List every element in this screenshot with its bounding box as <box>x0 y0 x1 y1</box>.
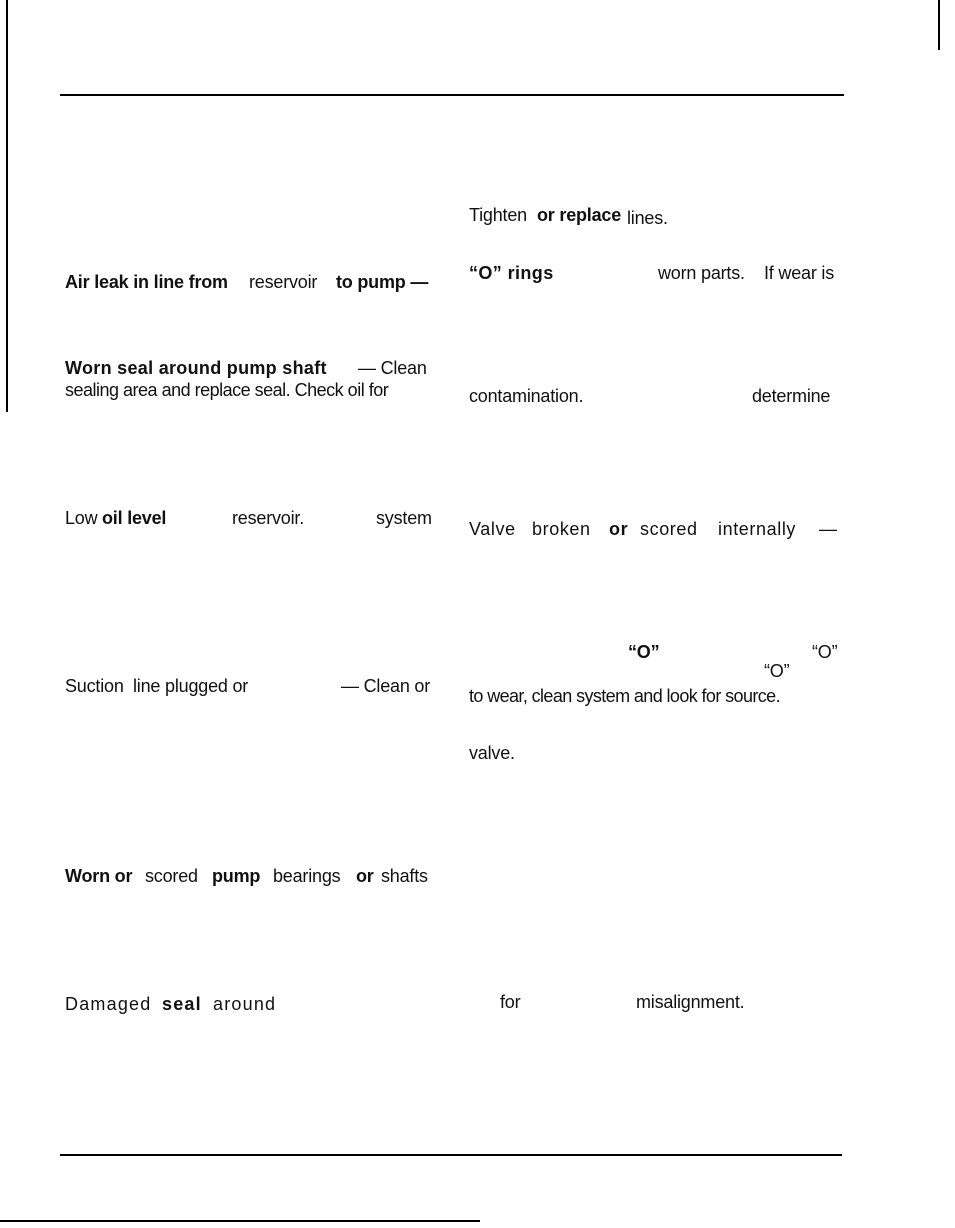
left-margin-bar <box>6 0 8 412</box>
damaged-seal-damaged-text: Damaged <box>65 994 152 1014</box>
valve-broken-broken-text: broken <box>532 519 591 539</box>
misalignment-for-text: for <box>500 992 521 1012</box>
suction-clean-text: — Clean or <box>341 676 431 696</box>
o-rings-if-wear-text: If wear is <box>764 263 835 283</box>
header-rule <box>60 94 844 96</box>
air-leak-to-pump-text: to pump — <box>336 272 429 292</box>
valve-broken-scored-text: scored <box>640 519 698 539</box>
low-oil-low-text: Low <box>65 508 98 528</box>
low-oil-system-text: system <box>376 508 432 528</box>
o-mark-2-text: “O” <box>812 642 838 662</box>
tighten-word-text: Tighten <box>469 205 527 225</box>
damaged-seal-around-text: around <box>213 994 277 1014</box>
suction-line-plugged-text: line plugged or <box>133 676 249 696</box>
low-oil-reservoir-text: reservoir. <box>232 508 305 528</box>
footer-rule <box>60 1154 842 1156</box>
valve-broken-internally-text: internally <box>718 519 797 539</box>
contamination-text: contamination. <box>469 386 584 406</box>
right-margin-bar <box>938 0 940 50</box>
tighten-or-replace-text: or replace <box>537 205 622 225</box>
worn-bearings-pump-text: pump <box>212 866 261 886</box>
worn-bearings-worn-or-text: Worn or <box>65 866 133 886</box>
worn-seal-line2-text: sealing area and replace seal. Check oil for <box>65 380 389 400</box>
valve-broken-valve-text: Valve <box>469 519 516 539</box>
tighten-lines-text: lines. <box>627 208 668 228</box>
worn-seal-clean-text: — Clean <box>358 358 427 378</box>
air-leak-bold-text: Air leak in line from <box>65 272 228 292</box>
air-leak-reservoir-text: reservoir <box>249 272 318 292</box>
o-mark-1-text: “O” <box>628 642 660 662</box>
worn-seal-bold-text: Worn seal around pump shaft <box>65 358 327 378</box>
misalignment-text: misalignment. <box>636 992 745 1012</box>
valve-word-text: valve. <box>469 743 515 763</box>
valve-broken-or-text: or <box>609 519 629 539</box>
o-rings-worn-parts-text: worn parts. <box>658 263 745 283</box>
worn-bearings-bearings-text: bearings <box>273 866 341 886</box>
o-mark-3-text: “O” <box>764 661 790 681</box>
bottom-rule <box>0 1220 480 1222</box>
low-oil-level-text: oil level <box>102 508 167 528</box>
to-wear-line-text: to wear, clean system and look for source. <box>469 686 780 706</box>
determine-text: determine <box>752 386 831 406</box>
worn-bearings-shafts-text: shafts <box>381 866 428 886</box>
damaged-seal-seal-text: seal <box>162 994 202 1014</box>
worn-bearings-or-text: or <box>356 866 374 886</box>
o-rings-text: “O” rings <box>469 263 554 283</box>
worn-bearings-scored-text: scored <box>145 866 198 886</box>
suction-word-text: Suction <box>65 676 124 696</box>
valve-broken-dash-text: — <box>819 519 837 539</box>
